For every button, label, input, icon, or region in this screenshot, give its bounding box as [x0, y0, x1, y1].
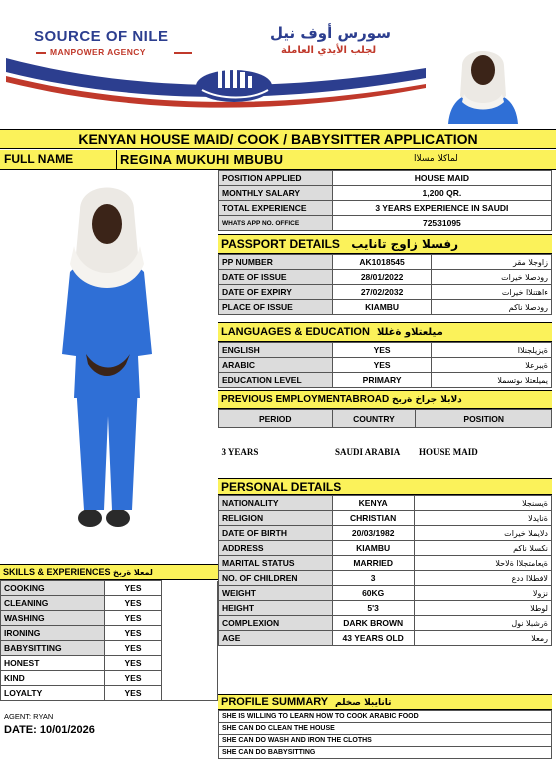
expiry-date-label-ar: ءاهتنلاا خيرات: [432, 285, 552, 300]
position-value: HOUSE MAID: [418, 446, 478, 457]
education-label-ar: يميلعتلا ىوتسملا: [432, 373, 552, 388]
table-row: [219, 496, 552, 511]
issue-date-value: 28/01/2022: [332, 270, 432, 285]
table-row: [219, 201, 552, 216]
complexion-label: COMPLEXION: [219, 616, 333, 631]
marital-status-value: MARRIED: [332, 556, 414, 571]
languages-heading-text: LANGUAGES & EDUCATION: [221, 326, 370, 338]
previous-employment-table: [218, 409, 552, 476]
period-header: PERIOD: [219, 410, 333, 428]
children-value: 3: [332, 571, 414, 586]
table-row: [219, 270, 552, 285]
table-row: [219, 343, 552, 358]
kind-label: KIND: [1, 671, 105, 686]
education-value: PRIMARY: [332, 373, 432, 388]
previous-employment-heading-ar: دلابلا جراخ ةربخ: [391, 395, 462, 405]
logo-subtext-ar: لجلب الأيدي العاملة: [281, 45, 377, 56]
address-label-ar: نكسلا ناكم: [414, 541, 551, 556]
profile-summary-table: [218, 710, 552, 759]
languages-heading: [218, 322, 552, 342]
table-row: [219, 373, 552, 388]
arabic-value: YES: [332, 358, 432, 373]
personal-details-table: [218, 495, 552, 646]
languages-table: [218, 342, 552, 388]
table-row: [219, 631, 552, 646]
table-row: [219, 541, 552, 556]
skills-heading-text: SKILLS & EXPERIENCES: [3, 567, 111, 577]
ironing-value: YES: [104, 626, 162, 641]
table-row: [1, 656, 218, 671]
marital-status-label-ar: ةيعامتجلاا ةلاحلا: [414, 556, 551, 571]
table-row: [1, 596, 218, 611]
profile-line: SHE CAN DO CLEAN THE HOUSE: [219, 723, 552, 735]
experience-value: 3 YEARS EXPERIENCE IN SAUDI: [332, 201, 551, 216]
blank-cell: [162, 626, 218, 641]
pp-number-value: AK1018545: [332, 255, 432, 270]
arabic-label: ARABIC: [219, 358, 333, 373]
table-row: [219, 511, 552, 526]
religion-label: RELIGION: [219, 511, 333, 526]
birth-date-label: DATE OF BIRTH: [219, 526, 333, 541]
whatsapp-label: WHATS APP NO. OFFICE: [219, 216, 333, 231]
blank-cell: [162, 686, 218, 701]
table-row: [219, 586, 552, 601]
weight-label: WEIGHT: [219, 586, 333, 601]
pp-number-label: PP NUMBER: [219, 255, 333, 270]
birth-date-label-ar: دلايملا خيرات: [414, 526, 551, 541]
blank-cell: [162, 656, 218, 671]
table-row: [1, 581, 218, 596]
loyalty-value: YES: [104, 686, 162, 701]
blank-cell: [162, 671, 218, 686]
whatsapp-value: 72531095: [332, 216, 551, 231]
list-item: [219, 711, 552, 723]
logo-text-en: SOURCE OF NILE: [34, 28, 169, 45]
table-row: [219, 216, 552, 231]
washing-value: YES: [104, 611, 162, 626]
complexion-label-ar: ةرشبلا نول: [414, 616, 551, 631]
education-label: EDUCATION LEVEL: [219, 373, 333, 388]
experience-label: TOTAL EXPERIENCE: [219, 201, 333, 216]
salary-value: 1,200 QR.: [332, 186, 551, 201]
height-label: HEIGHT: [219, 601, 333, 616]
applicant-full-body-photo: [52, 184, 162, 532]
list-item: [219, 723, 552, 735]
agency-logo: [6, 14, 426, 120]
table-row: [219, 556, 552, 571]
nationality-value: KENYA: [332, 496, 414, 511]
languages-heading-ar: ميلعتلاو ةغللا: [376, 327, 443, 338]
logo-text-ar: سورس أوف نيل: [270, 24, 391, 42]
table-row: [219, 171, 552, 186]
blank-cell: [162, 641, 218, 656]
logo-divider-left: [36, 52, 46, 54]
skills-heading-ar: لمعلا ةربخ: [113, 568, 153, 577]
list-item: [219, 735, 552, 747]
height-value: 5'3: [332, 601, 414, 616]
profile-line: SHE IS WILLING TO LEARN HOW TO COOK ARABIC FOOD: [219, 711, 552, 723]
position-value: HOUSE MAID: [332, 171, 551, 186]
table-row: [219, 526, 552, 541]
address-value: KIAMBU: [332, 541, 414, 556]
passport-heading-ar: رفسلا زاوج تانايب: [351, 237, 459, 251]
cooking-value: YES: [104, 581, 162, 596]
issue-place-label: PLACE OF ISSUE: [219, 300, 333, 315]
nationality-label-ar: ةيسنجلا: [414, 496, 551, 511]
weight-value: 60KG: [332, 586, 414, 601]
personal-details-heading: PERSONAL DETAILS: [218, 478, 552, 495]
complexion-value: DARK BROWN: [332, 616, 414, 631]
expiry-date-value: 27/02/2032: [332, 285, 432, 300]
birth-date-value: 20/03/1982: [332, 526, 414, 541]
full-name-divider: [116, 150, 117, 170]
english-label: ENGLISH: [219, 343, 333, 358]
blank-cell: [162, 596, 218, 611]
passport-heading-text: PASSPORT DETAILS: [221, 237, 340, 251]
application-title: KENYAN HOUSE MAID/ COOK / BABYSITTER APPLICATION: [0, 129, 556, 149]
loyalty-label: LOYALTY: [1, 686, 105, 701]
position-table: [218, 170, 552, 231]
table-row: [219, 358, 552, 373]
cooking-label: COOKING: [1, 581, 105, 596]
table-row: [1, 626, 218, 641]
age-label-ar: رمعلا: [414, 631, 551, 646]
full-name-row: [0, 150, 556, 170]
table-row: [219, 571, 552, 586]
religion-value: CHRISTIAN: [332, 511, 414, 526]
table-row: [219, 186, 552, 201]
babysitting-value: YES: [104, 641, 162, 656]
profile-summary-heading: [218, 694, 552, 710]
logo-swoosh-graphic: [6, 50, 426, 120]
profile-line: SHE CAN DO WASH AND IRON THE CLOTHS: [219, 735, 552, 747]
arabic-label-ar: ةيبرعلا: [432, 358, 552, 373]
blank-cell: [162, 581, 218, 596]
table-row: [1, 686, 218, 701]
profile-line: SHE CAN DO BABYSITTING: [219, 747, 552, 759]
english-label-ar: ةيزيلجنلاا: [432, 343, 552, 358]
table-row: [1, 641, 218, 656]
full-name-label-ar: لماكلا مسلاا: [414, 154, 458, 164]
skills-table: [0, 580, 218, 701]
country-header: COUNTRY: [332, 410, 416, 428]
ironing-label: IRONING: [1, 626, 105, 641]
list-item: [219, 747, 552, 759]
honest-value: YES: [104, 656, 162, 671]
table-row: [219, 255, 552, 270]
skills-heading: [0, 564, 218, 580]
table-row: [219, 285, 552, 300]
previous-employment-heading-text: PREVIOUS EMPLOYMENTABROAD: [221, 394, 390, 405]
passport-table: [218, 254, 552, 315]
issue-place-label-ar: رودصلا ناكم: [432, 300, 552, 315]
washing-label: WASHING: [1, 611, 105, 626]
period-value: 3 YEARS: [221, 446, 259, 457]
height-label-ar: لوطلا: [414, 601, 551, 616]
table-header-row: [219, 410, 552, 428]
salary-label: MONTHLY SALARY: [219, 186, 333, 201]
logo-divider-right: [174, 52, 192, 54]
application-date: DATE: 10/01/2026: [4, 724, 95, 736]
passport-heading: [218, 234, 552, 254]
agent-name: AGENT: RYAN: [4, 712, 54, 721]
cleaning-value: YES: [104, 596, 162, 611]
issue-date-label-ar: رودصلا خيرات: [432, 270, 552, 285]
english-value: YES: [332, 343, 432, 358]
table-row: [1, 611, 218, 626]
babysitting-label: BABYSITTING: [1, 641, 105, 656]
pp-number-label-ar: زاوجلا مقر: [432, 255, 552, 270]
age-label: AGE: [219, 631, 333, 646]
country-value: SAUDI ARABIA: [335, 446, 401, 457]
nationality-label: NATIONALITY: [219, 496, 333, 511]
children-label-ar: لافطلاا ددع: [414, 571, 551, 586]
blank-cell: [162, 611, 218, 626]
agency-header: [0, 0, 556, 128]
marital-status-label: MARITAL STATUS: [219, 556, 333, 571]
cleaning-label: CLEANING: [1, 596, 105, 611]
position-label: POSITION APPLIED: [219, 171, 333, 186]
address-label: ADDRESS: [219, 541, 333, 556]
applicant-headshot-photo: [440, 36, 526, 124]
table-row: [219, 428, 552, 476]
position-header: POSITION: [416, 410, 552, 428]
table-row: [219, 601, 552, 616]
table-row: [219, 616, 552, 631]
full-name-value: REGINA MUKUHI MBUBU: [120, 152, 284, 167]
profile-summary-heading-ar: تانايبلا صخلم: [335, 698, 392, 708]
children-label: NO. OF CHILDREN: [219, 571, 333, 586]
logo-subtext-en: MANPOWER AGENCY: [50, 47, 146, 57]
issue-date-label: DATE OF ISSUE: [219, 270, 333, 285]
kind-value: YES: [104, 671, 162, 686]
religion-label-ar: ةنايدلا: [414, 511, 551, 526]
previous-employment-heading: [218, 390, 552, 409]
issue-place-value: KIAMBU: [332, 300, 432, 315]
table-row: [1, 671, 218, 686]
table-row: [219, 300, 552, 315]
full-name-label: FULL NAME: [4, 152, 74, 166]
profile-summary-heading-text: PROFILE SUMMARY: [221, 696, 328, 708]
expiry-date-label: DATE OF EXPIRY: [219, 285, 333, 300]
age-value: 43 YEARS OLD: [332, 631, 414, 646]
weight-label-ar: نزولا: [414, 586, 551, 601]
honest-label: HONEST: [1, 656, 105, 671]
